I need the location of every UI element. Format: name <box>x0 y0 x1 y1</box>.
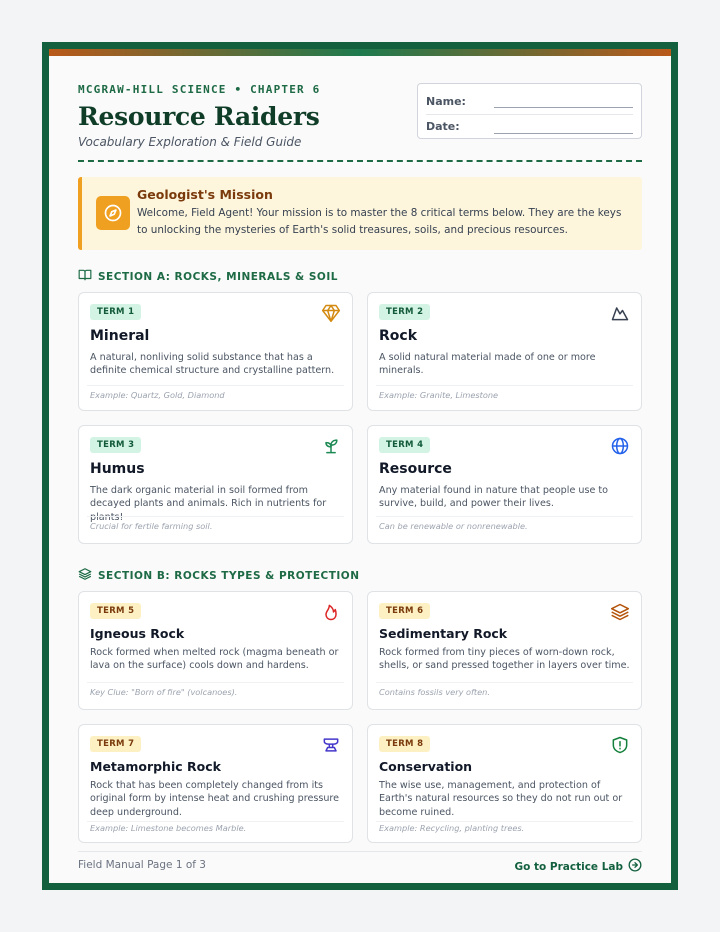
term-card-6 <box>367 591 642 710</box>
globe-icon <box>610 436 630 456</box>
layers-icon <box>78 567 92 584</box>
term-title: Mineral <box>90 328 150 344</box>
term-note: Example: Quartz, Gold, Diamond <box>90 390 225 400</box>
term-definition: Rock formed from tiny pieces of worn-down rock, shells, or sand pressed together in layers over time. <box>379 647 630 672</box>
term-note: Contains fossils very often. <box>379 687 490 697</box>
term-badge: TERM 4 <box>379 437 430 453</box>
shield-icon <box>610 735 630 755</box>
term-definition: The wise use, management, and protection of Earth's natural resources so they do not run out or become ruined. <box>379 780 623 818</box>
card-divider <box>376 821 633 822</box>
term-title: Sedimentary Rock <box>379 626 508 641</box>
page-indicator: Field Manual Page 1 of 3 <box>78 859 206 871</box>
footer-divider <box>78 851 642 852</box>
name-date-box <box>417 83 642 139</box>
term-note: Example: Limestone becomes Marble. <box>90 823 247 833</box>
term-card-4 <box>367 425 642 544</box>
section-b-heading <box>78 567 360 584</box>
term-badge: TERM 5 <box>90 603 141 619</box>
name-row <box>426 90 633 112</box>
section-a-label: SECTION A: ROCKS, MINERALS & SOIL <box>98 270 338 283</box>
term-badge: TERM 8 <box>379 736 430 752</box>
date-row <box>426 114 633 138</box>
term-definition: Rock that has been completely changed from its original form by intense heat and crushing pressure deep underground. <box>90 780 340 818</box>
term-title: Resource <box>379 461 452 477</box>
book-open-icon <box>78 268 92 285</box>
date-label: Date: <box>426 120 460 133</box>
term-card-1 <box>78 292 353 411</box>
dashed-divider <box>78 160 642 162</box>
term-title: Metamorphic Rock <box>90 759 221 774</box>
term-badge: TERM 6 <box>379 603 430 619</box>
card-divider <box>87 821 344 822</box>
term-card-7 <box>78 724 353 843</box>
page-title: Resource Raiders <box>78 102 320 131</box>
layers-icon <box>610 602 630 622</box>
chapter-kicker: MCGRAW-HILL SCIENCE • CHAPTER 6 <box>78 83 321 96</box>
term-card-5 <box>78 591 353 710</box>
term-title: Igneous Rock <box>90 626 185 641</box>
term-note: Crucial for fertile farming soil. <box>90 521 213 531</box>
mission-title: Geologist's Mission <box>137 187 273 202</box>
term-definition: Rock formed when melted rock (magma beneath or lava on the surface) cools down and hardens. <box>90 647 339 672</box>
practice-lab-link[interactable] <box>515 858 642 875</box>
term-note: Example: Granite, Limestone <box>379 390 499 400</box>
practice-lab-label: Go to Practice Lab <box>514 860 623 873</box>
compass-icon <box>96 196 130 230</box>
term-badge: TERM 2 <box>379 304 430 320</box>
top-accent-bar <box>49 49 671 56</box>
term-definition: A natural, nonliving solid substance that has a definite chemical structure and crystalline pattern. <box>90 352 335 377</box>
term-title: Rock <box>379 328 418 344</box>
sprout-icon <box>321 436 341 456</box>
section-a-heading <box>78 268 338 285</box>
term-card-3 <box>78 425 353 544</box>
term-note: Key Clue: "Born of fire" (volcanoes). <box>90 687 238 697</box>
card-divider <box>376 682 633 683</box>
name-label: Name: <box>426 94 466 108</box>
date-field[interactable] <box>494 120 633 134</box>
term-definition: A solid natural material made of one or more minerals. <box>379 352 596 377</box>
term-title: Humus <box>90 461 145 477</box>
gem-icon <box>321 303 341 323</box>
page-subtitle: Vocabulary Exploration & Field Guide <box>78 135 302 149</box>
card-divider <box>376 385 633 386</box>
mission-body: Welcome, Field Agent! Your mission is to master the 8 critical terms below. They are the keys to unlocking the mysteries of Earth's solid treasures, soils, and precious resources. <box>137 207 622 236</box>
mountain-icon <box>610 303 630 323</box>
term-badge: TERM 7 <box>90 736 141 752</box>
flame-icon <box>321 602 341 622</box>
term-note: Can be renewable or nonrenewable. <box>379 521 528 531</box>
card-divider <box>87 682 344 683</box>
term-definition: Any material found in nature that people use to survive, build, and power their lives. <box>379 485 609 510</box>
arrow-right-circle-icon <box>628 858 642 875</box>
term-card-8 <box>367 724 642 843</box>
mission-callout <box>78 177 642 250</box>
term-title: Conservation <box>379 759 473 774</box>
card-divider <box>87 516 344 517</box>
term-badge: TERM 3 <box>90 437 141 453</box>
card-divider <box>376 516 633 517</box>
term-definition: The dark organic material in soil formed from decayed plants and animals. Rich in nutrients for plants! <box>90 485 327 523</box>
card-divider <box>87 385 344 386</box>
anvil-icon <box>321 735 341 755</box>
term-note: Example: Recycling, planting trees. <box>379 823 525 833</box>
name-field[interactable] <box>494 94 633 108</box>
term-card-2 <box>367 292 642 411</box>
worksheet-page <box>42 42 678 890</box>
term-badge: TERM 1 <box>90 304 141 320</box>
section-b-label: SECTION B: ROCKS TYPES & PROTECTION <box>98 569 360 582</box>
